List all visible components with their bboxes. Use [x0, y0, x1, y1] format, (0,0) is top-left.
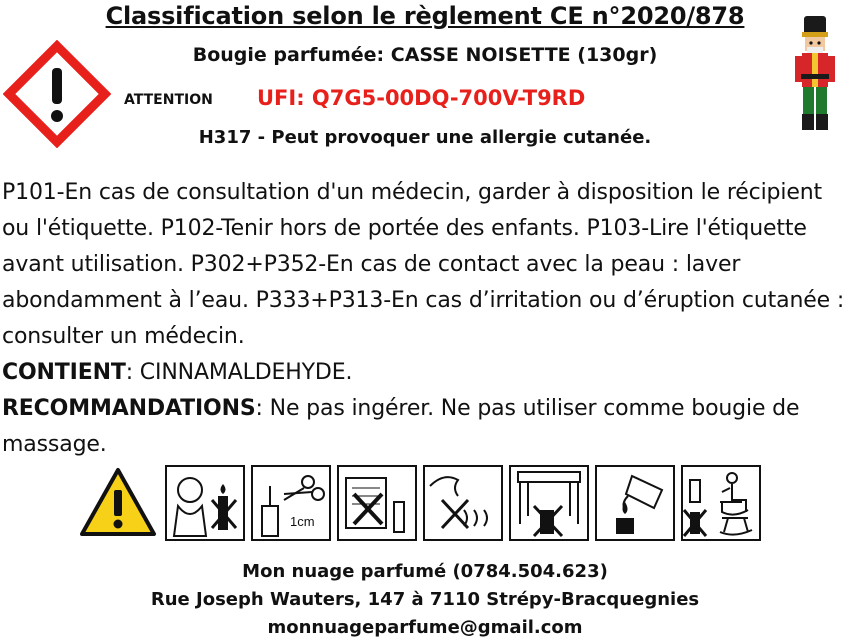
recommendations-value: : Ne pas ingérer. Ne pas utiliser comme bougie de massage. [2, 396, 800, 457]
warning-triangle-icon [82, 470, 154, 534]
signal-word: ATTENTION [124, 92, 213, 108]
ufi-code: UFI: Q7G5-00DQ-700V-T9RD [257, 86, 586, 110]
contains-value: : CINNAMALDEHYDE. [125, 360, 353, 385]
page-title: Classification selon le règlement CE n°2020/878 [105, 2, 745, 30]
company-name-phone: Mon nuage parfumé (0784.504.623) [242, 561, 608, 582]
company-address: Rue Joseph Wauters, 147 à 7110 Strépy-Bracquegnies [150, 589, 700, 610]
contains-label: CONTIENT [2, 360, 126, 385]
wick-length-label: 1cm [290, 514, 315, 529]
recommendations-line [2, 391, 847, 463]
product-name: Bougie parfumée: CASSE NOISETTE (130gr) [192, 44, 658, 66]
nutcracker-icon [790, 14, 840, 134]
hazard-statement: H317 - Peut provoquer une allergie cutanée. [198, 127, 652, 148]
keep-away-children-icon [166, 466, 244, 540]
no-flammable-icon [338, 466, 416, 540]
footer-contact [0, 558, 850, 642]
no-curtains-icon [510, 466, 588, 540]
no-draught-icon [424, 466, 502, 540]
no-unattended-icon [682, 466, 760, 540]
company-email: monnuageparfume@gmail.com [267, 617, 583, 638]
no-water-icon [596, 466, 674, 540]
precautionary-statements: P101-En cas de consultation d'un médecin, garder à disposition le récipient ou l'étiquette. P102-Tenir hors de portée des enfants. P103-Lire l'étiquette avant utilisation. P302+P352-En cas de contact avec la peau : laver abondamment à l’eau. P333+P313-En cas d’irritation ou d’éruption cutanée : consulter un médecin. [2, 180, 845, 349]
safety-pictograms [80, 462, 770, 542]
contains-line [2, 355, 847, 391]
trim-wick-icon [252, 466, 330, 540]
label-body [2, 175, 847, 463]
recommendations-label: RECOMMANDATIONS [2, 396, 256, 421]
